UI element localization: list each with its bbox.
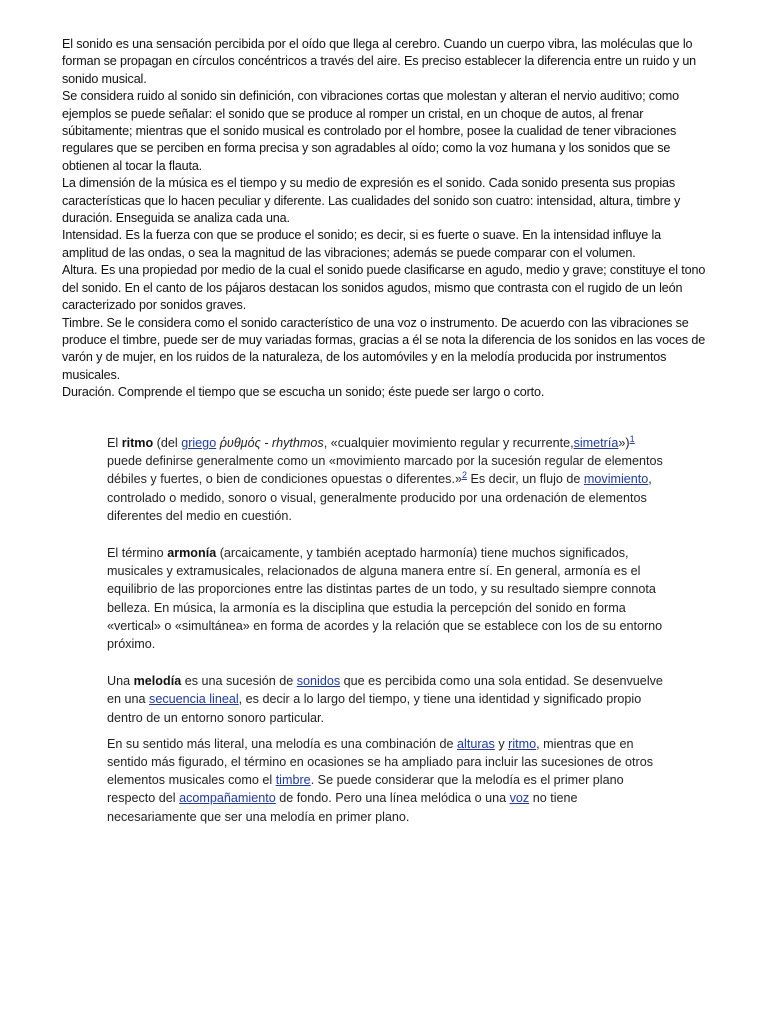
paragraph-ruido: Se considera ruido al sonido sin definición, con vibraciones cortas que molestan y alteran el nervio auditivo; como ejemplos se puede señalar: el sonido que se produce al romper un cristal, en un choque de autos, al frenar súbitamente; mientras que el sonido musical es controlado por el hombre, posee la cualidad de tener vibraciones regulares que se perciben en forma precisa y son agradables al oído; como la voz humana y los sonidos que se obtienen al tocar la flauta. <box>62 89 679 173</box>
reference-1[interactable]: 1 <box>629 433 635 444</box>
paragraph-dimension: La dimensión de la música es el tiempo y su medio de expresión es el sonido. Cada sonido presenta sus propias características que lo hacen peculiar y diferente. Las cualidades del sonido son cuatro: intensidad, altura, timbre y duración. Enseguida se analiza cada una. <box>62 176 681 226</box>
paragraph-altura: Altura. Es una propiedad por medio de la cual el sonido puede clasificarse en agudo, medio y grave; constituye el tono del sonido. En el canto de los pájaros destacan los sonidos agudos, mismo que contrasta con el rugido de un león caracterizado por sonidos graves. <box>62 263 706 313</box>
greek-term: ῥυθμός - rhythmos <box>219 436 324 450</box>
term-armonia: armonía <box>167 546 217 561</box>
sound-text-section <box>62 36 710 402</box>
paragraph-melodia: Una melodía es una sucesión de sonidos que es percibida como una sola entidad. Se desenvuelve en una secuencia lineal, es decir a lo largo del tiempo, y tiene una identidad y significado propio dentro de un entorno sonoro particular. <box>107 674 663 725</box>
link-simetria[interactable]: simetría <box>573 436 619 450</box>
wiki-excerpt-section <box>107 434 667 845</box>
paragraph-armonia: El término armonía (arcaicamente, y también aceptado harmonía) tiene muchos significados, musicales y extramusicales, relacionados de alguna manera entre sí. En general, armonía es el equilibrio de las proporciones entre las distintas partes de un todo, y su resultado siempre connota belleza. En música, la armonía es la disciplina que estudia la percepción del sonido en forma «vertical» o «simultánea» en forma de acordes y la relación que se establece con los de su entorno próximo. <box>107 546 663 652</box>
link-acompanamiento[interactable]: acompañamiento <box>179 791 276 806</box>
link-sonidos[interactable]: sonidos <box>296 674 341 689</box>
paragraph-sonido: El sonido es una sensación percibida por el oído que llega al cerebro. Cuando un cuerpo vibra, las moléculas que lo forman se propagan en círculos concéntricos a través del aire. Es preciso establecer la diferencia entre un ruido y un sonido musical. <box>62 37 697 86</box>
term-ritmo: ritmo <box>121 436 154 450</box>
link-movimiento[interactable]: movimiento <box>583 472 649 487</box>
link-griego[interactable]: griego <box>181 436 217 450</box>
paragraph-duracion: Duración. Comprende el tiempo que se escucha un sonido; éste puede ser largo o corto. <box>62 385 545 400</box>
link-alturas[interactable]: alturas <box>457 736 495 751</box>
link-timbre[interactable]: timbre <box>275 773 311 788</box>
link-ritmo[interactable]: ritmo <box>508 736 537 751</box>
reference-2[interactable]: 2 <box>461 470 467 481</box>
link-voz[interactable]: voz <box>509 791 530 806</box>
paragraph-ritmo: El ritmo (del griego ῥυθμός - rhythmos, «cualquier movimiento regular y recurrente,simetría»)$^1$ puede definirse generalmente como un «movimiento marcado por la sucesión regular de elementos débiles y fuertes, o bien de condiciones opuestas o diferentes.»$^2$ Es decir, un flujo de movimiento, controlado o medido, sonoro o visual, generalmente producido por una ordenación de elementos diferentes del medio en cuestión. <box>107 433 663 523</box>
paragraph-timbre: Timbre. Se le considera como el sonido característico de una voz o instrumento. De acuerdo con las vibraciones se produce el timbre, puede ser de muy variadas formas, gracias a él se nota la diferencia de los sonidos en las voces de varón y de mujer, en los ruidos de la naturaleza, de los automóviles y en la melodía producida por instrumentos musicales. <box>62 315 706 382</box>
link-secuencia-lineal[interactable]: secuencia lineal <box>149 692 239 707</box>
term-melodia: melodía <box>133 674 182 689</box>
paragraph-intensidad: Intensidad. Es la fuerza con que se produce el sonido; es decir, si es fuerte o suave. En la intensidad influye la amplitud de las ondas, o sea la magnitud de las vibraciones; además se puede comparar con el volumen. <box>62 228 661 260</box>
paragraph-melodia-sentido: En su sentido más literal, una melodía es una combinación de alturas y ritmo, mientras que en sentido más figurado, el término en ocasiones se ha ampliado para incluir las sucesiones de otros elementos musicales como el timbre. Se puede considerar que la melodía es el primer plano respecto del acompañamiento de fondo. Pero una línea melódica o una voz no tiene necesariamente que ser una melodía en primer plano. <box>107 736 654 824</box>
